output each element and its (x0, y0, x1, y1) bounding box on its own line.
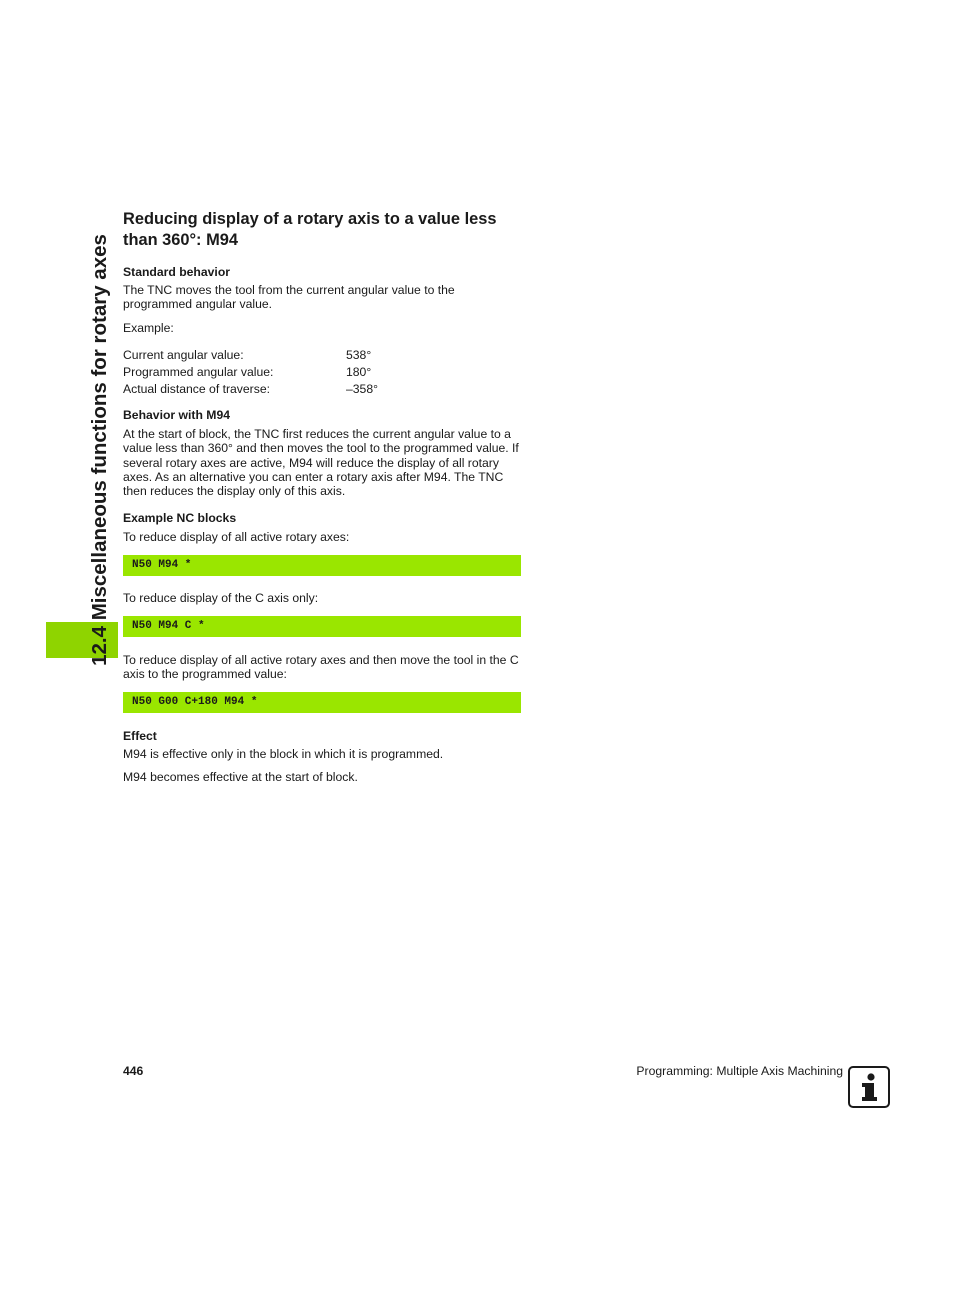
code-block (123, 616, 521, 637)
example-row-label: Programmed angular value: (123, 365, 274, 379)
standard-behavior-text: The TNC moves the tool from the current angular value to the programmed angular value. (123, 283, 455, 312)
example-nc-intro-1: To reduce display of all active rotary axes: (123, 530, 350, 544)
chapter-side-title: 12.4 Miscellaneous functions for rotary axes (88, 234, 111, 666)
code-text: N50 M94 C * (132, 620, 205, 632)
example-label: Example: (123, 321, 174, 335)
example-row-value: –358° (346, 382, 378, 396)
footer-chapter-title: Programming: Multiple Axis Machining (636, 1064, 843, 1078)
behavior-m94-text: At the start of block, the TNC first reduces the current angular value to a value less than 360° and then moves the tool to the programmed value. If several rotary axes are active, M94 will reduce the display of all rotary axes. As an alternative you can enter a rotary axis after M94. The TNC then reduces the display only of this axis. (123, 427, 519, 499)
section-title: Reducing display of a rotary axis to a value less than 360°: M94 (123, 210, 497, 249)
info-icon (848, 1066, 890, 1108)
example-row-value: 180° (346, 365, 372, 379)
example-row-label: Actual distance of traverse: (123, 382, 270, 396)
example-nc-intro-3: To reduce display of all active rotary axes and then move the tool in the C axis to the programmed value: (123, 653, 519, 682)
example-nc-intro-2: To reduce display of the C axis only: (123, 591, 319, 605)
standard-behavior-heading: Standard behavior (123, 265, 231, 279)
code-block (123, 555, 521, 576)
effect-heading: Effect (123, 729, 157, 743)
code-text: N50 G00 C+180 M94 * (132, 696, 258, 708)
code-block (123, 692, 521, 713)
effect-line-2: M94 becomes effective at the start of block. (123, 770, 358, 784)
example-nc-heading: Example NC blocks (123, 511, 237, 525)
effect-line-1: M94 is effective only in the block in which it is programmed. (123, 747, 444, 761)
example-row-label: Current angular value: (123, 348, 244, 362)
behavior-m94-heading: Behavior with M94 (123, 408, 231, 422)
page-number: 446 (123, 1064, 144, 1078)
code-text: N50 M94 * (132, 559, 192, 571)
example-row-value: 538° (346, 348, 372, 362)
